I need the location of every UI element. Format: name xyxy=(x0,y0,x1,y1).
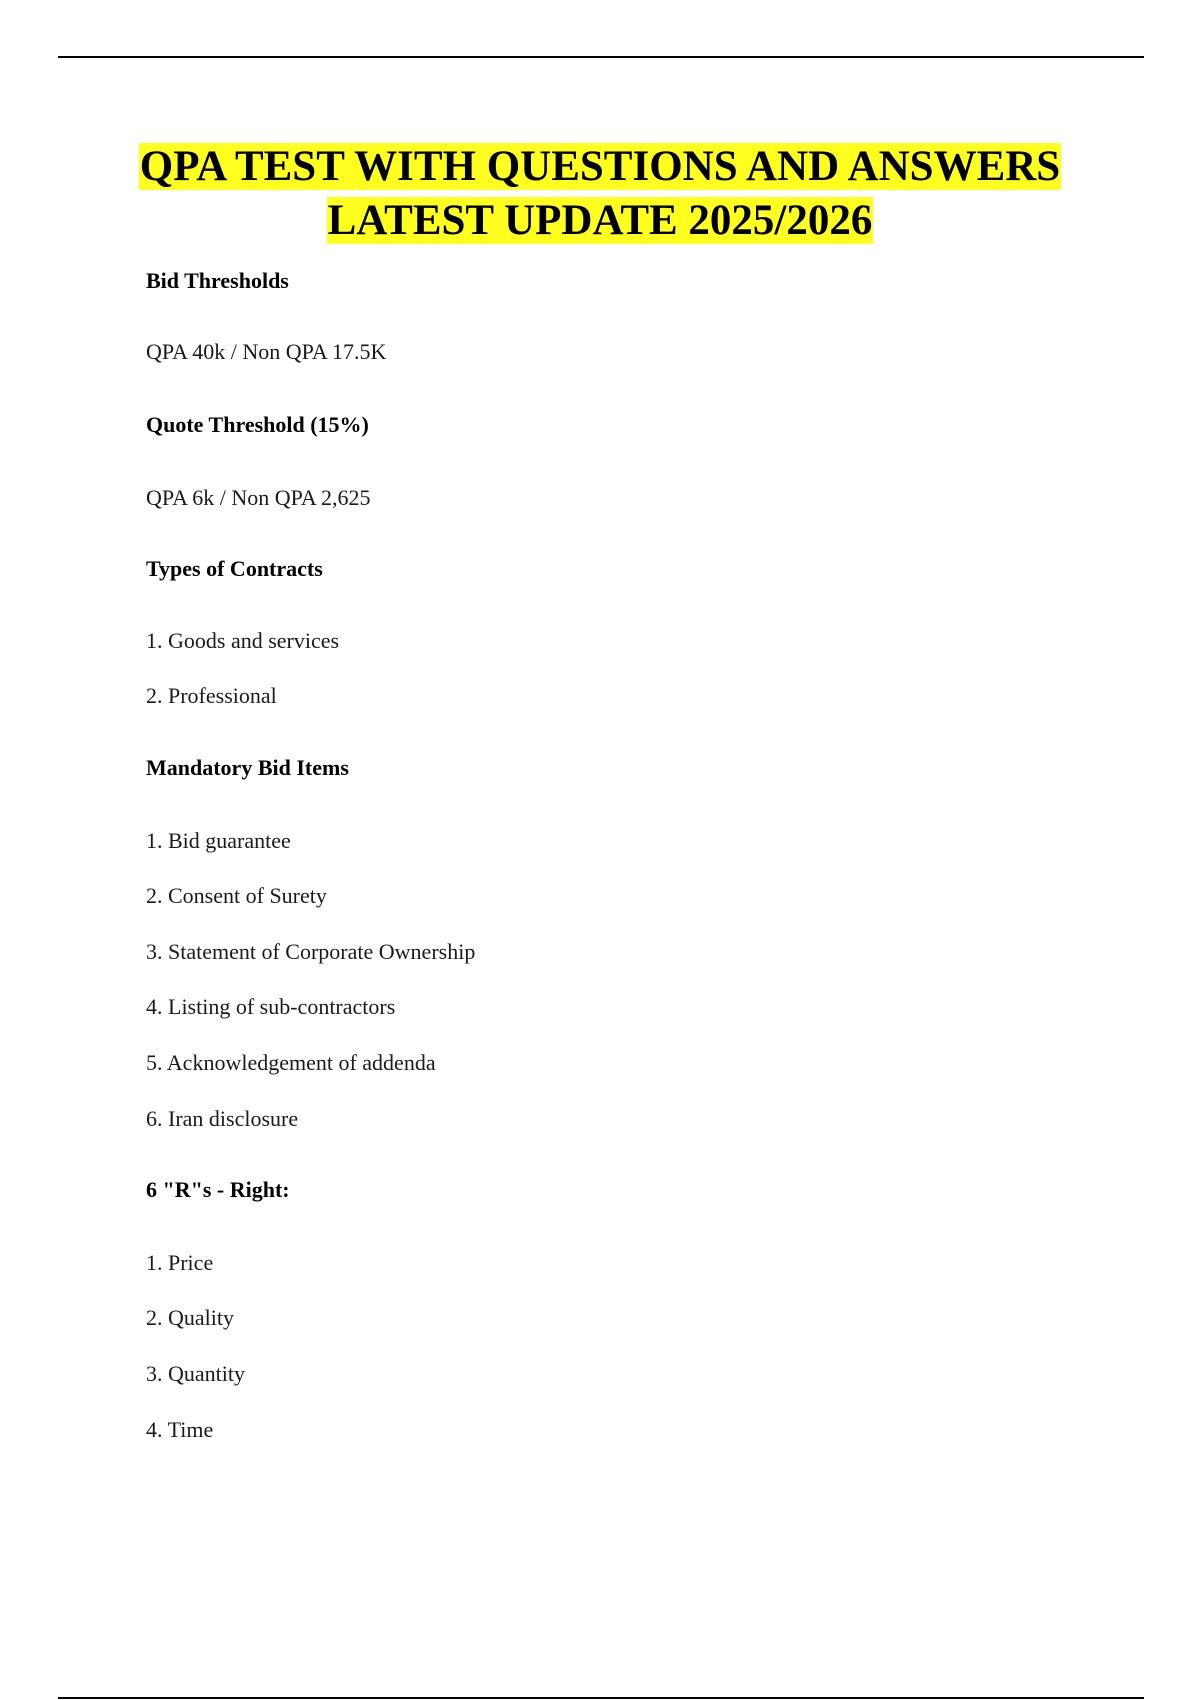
list-item: 1. Price xyxy=(146,1250,214,1275)
answer-text: QPA 6k / Non QPA 2,625 xyxy=(146,485,371,510)
list-item: 4. Listing of sub-contractors xyxy=(146,994,396,1019)
answer-text: QPA 40k / Non QPA 17.5K xyxy=(146,339,387,364)
page-title xyxy=(0,140,1200,248)
list-item: 2. Consent of Surety xyxy=(146,883,327,908)
list-item: 3. Statement of Corporate Ownership xyxy=(146,939,476,964)
question-heading: Bid Thresholds xyxy=(146,268,289,293)
list-item: 2. Professional xyxy=(146,683,277,708)
list-item: 1. Goods and services xyxy=(146,628,340,653)
list-item: 6. Iran disclosure xyxy=(146,1106,299,1131)
question-heading: Types of Contracts xyxy=(146,556,323,581)
top-rule xyxy=(58,56,1144,58)
title-line-1: QPA TEST WITH QUESTIONS AND ANSWERS xyxy=(139,143,1061,190)
question-heading: 6 "R"s - Right: xyxy=(146,1177,290,1202)
list-item: 2. Quality xyxy=(146,1305,234,1330)
list-item: 3. Quantity xyxy=(146,1361,245,1386)
question-heading: Quote Threshold (15%) xyxy=(146,412,369,437)
list-item: 1. Bid guarantee xyxy=(146,828,291,853)
question-heading: Mandatory Bid Items xyxy=(146,755,349,780)
list-item: 5. Acknowledgement of addenda xyxy=(146,1050,436,1075)
title-line-2: LATEST UPDATE 2025/2026 xyxy=(327,197,873,244)
bottom-rule xyxy=(58,1697,1144,1699)
list-item: 4. Time xyxy=(146,1417,214,1442)
